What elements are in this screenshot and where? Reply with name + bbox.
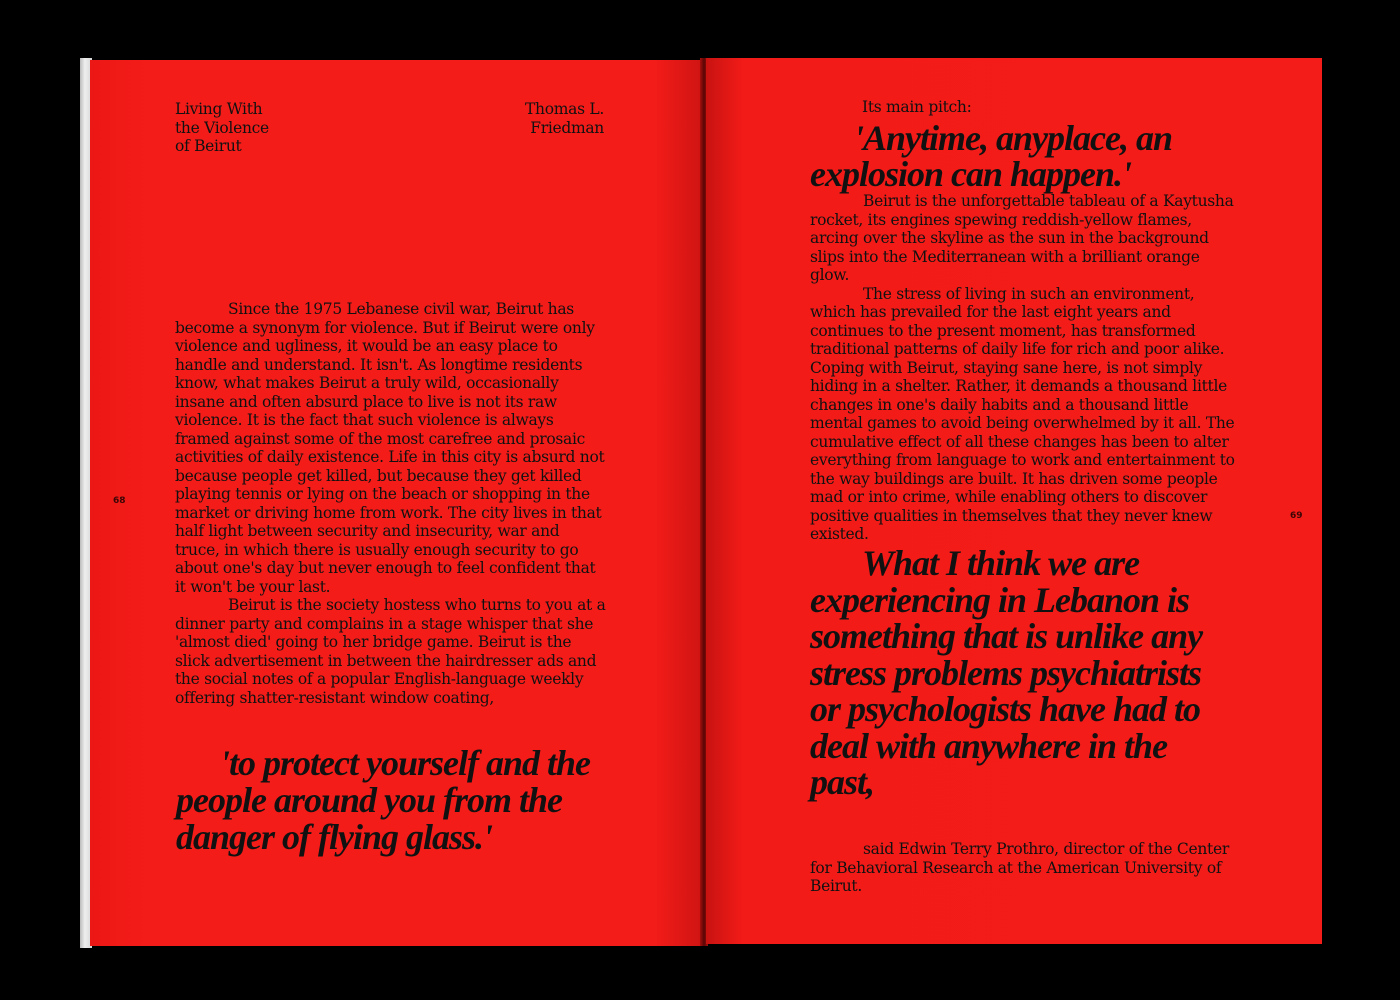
right-page bbox=[706, 58, 1322, 944]
running-title: Living With the Violence of Beirut bbox=[175, 100, 269, 155]
paragraph: Beirut is the unforgettable tableau of a Kaytusha rocket, its engines spewing reddish-yellow flames, arcing over the skyline as the sun in the background slips into the Mediterranean with a brilliant orange glow. bbox=[810, 192, 1234, 284]
left-page bbox=[90, 60, 702, 946]
right-body-text bbox=[810, 192, 1240, 544]
lead-in: Its main pitch: bbox=[862, 98, 972, 116]
pull-quote-top: 'Anytime, anyplace, an explosion can happen.' bbox=[810, 118, 1172, 194]
pull-quote-large: What I think we are experiencing in Lebanon is something that is unlike any stress problems psychiatrists or psychologists have had to deal with anywhere in the past, bbox=[810, 543, 1203, 802]
left-body-text bbox=[175, 300, 607, 707]
running-author: Thomas L. Friedman bbox=[525, 100, 604, 137]
attribution-text: said Edwin Terry Prothro, director of the Center for Behavioral Research at the American University of Beirut. bbox=[810, 840, 1229, 895]
paragraph: Since the 1975 Lebanese civil war, Beirut has become a synonym for violence. But if Beirut were only violence and ugliness, it would be an easy place to handle and understand. It isn't. As longtime residents know, what makes Beirut a truly wild, occasionally insane and often absurd place to live is not its raw violence. It is the fact that such violence is always framed against some of the most carefree and prosaic activities of daily existence. Life in this city is absurd not because people get killed, but because they get killed playing tennis or lying on the beach or shopping in the market or driving home from work. The city lives in that half light between security and insecurity, war and truce, in which there is usually enough security to go about one's day but never enough to feel confident that it won't be your last. bbox=[175, 300, 605, 596]
pull-quote-left: 'to protect yourself and the people around you from the danger of flying glass.' bbox=[176, 743, 590, 857]
page-number-left: 68 bbox=[113, 496, 126, 506]
attribution bbox=[810, 840, 1230, 896]
paragraph: The stress of living in such an environment, which has prevailed for the last eight years and continues to the present moment, has transformed traditional patterns of daily life for rich and poor alike. Coping with Beirut, staying sane here, is not simply hiding in a shelter. Rather, it demands a thousand little changes in one's daily habits and a thousand little mental games to avoid being overwhelmed by it all. The cumulative effect of all these changes has been to alter everything from language to work and entertainment to the way buildings are built. It has driven some people mad or into crime, while enabling others to discover positive qualities in themselves that they never knew existed. bbox=[810, 284, 1235, 543]
paragraph: Beirut is the society hostess who turns to you at a dinner party and complains in a stage whisper that she 'almost died' going to her bridge game. Beirut is the slick advertisement in between the hairdresser ads and the social notes of a popular English-language weekly offering shatter-resistant window coating, bbox=[175, 596, 606, 707]
page-number-right: 69 bbox=[1290, 511, 1303, 521]
